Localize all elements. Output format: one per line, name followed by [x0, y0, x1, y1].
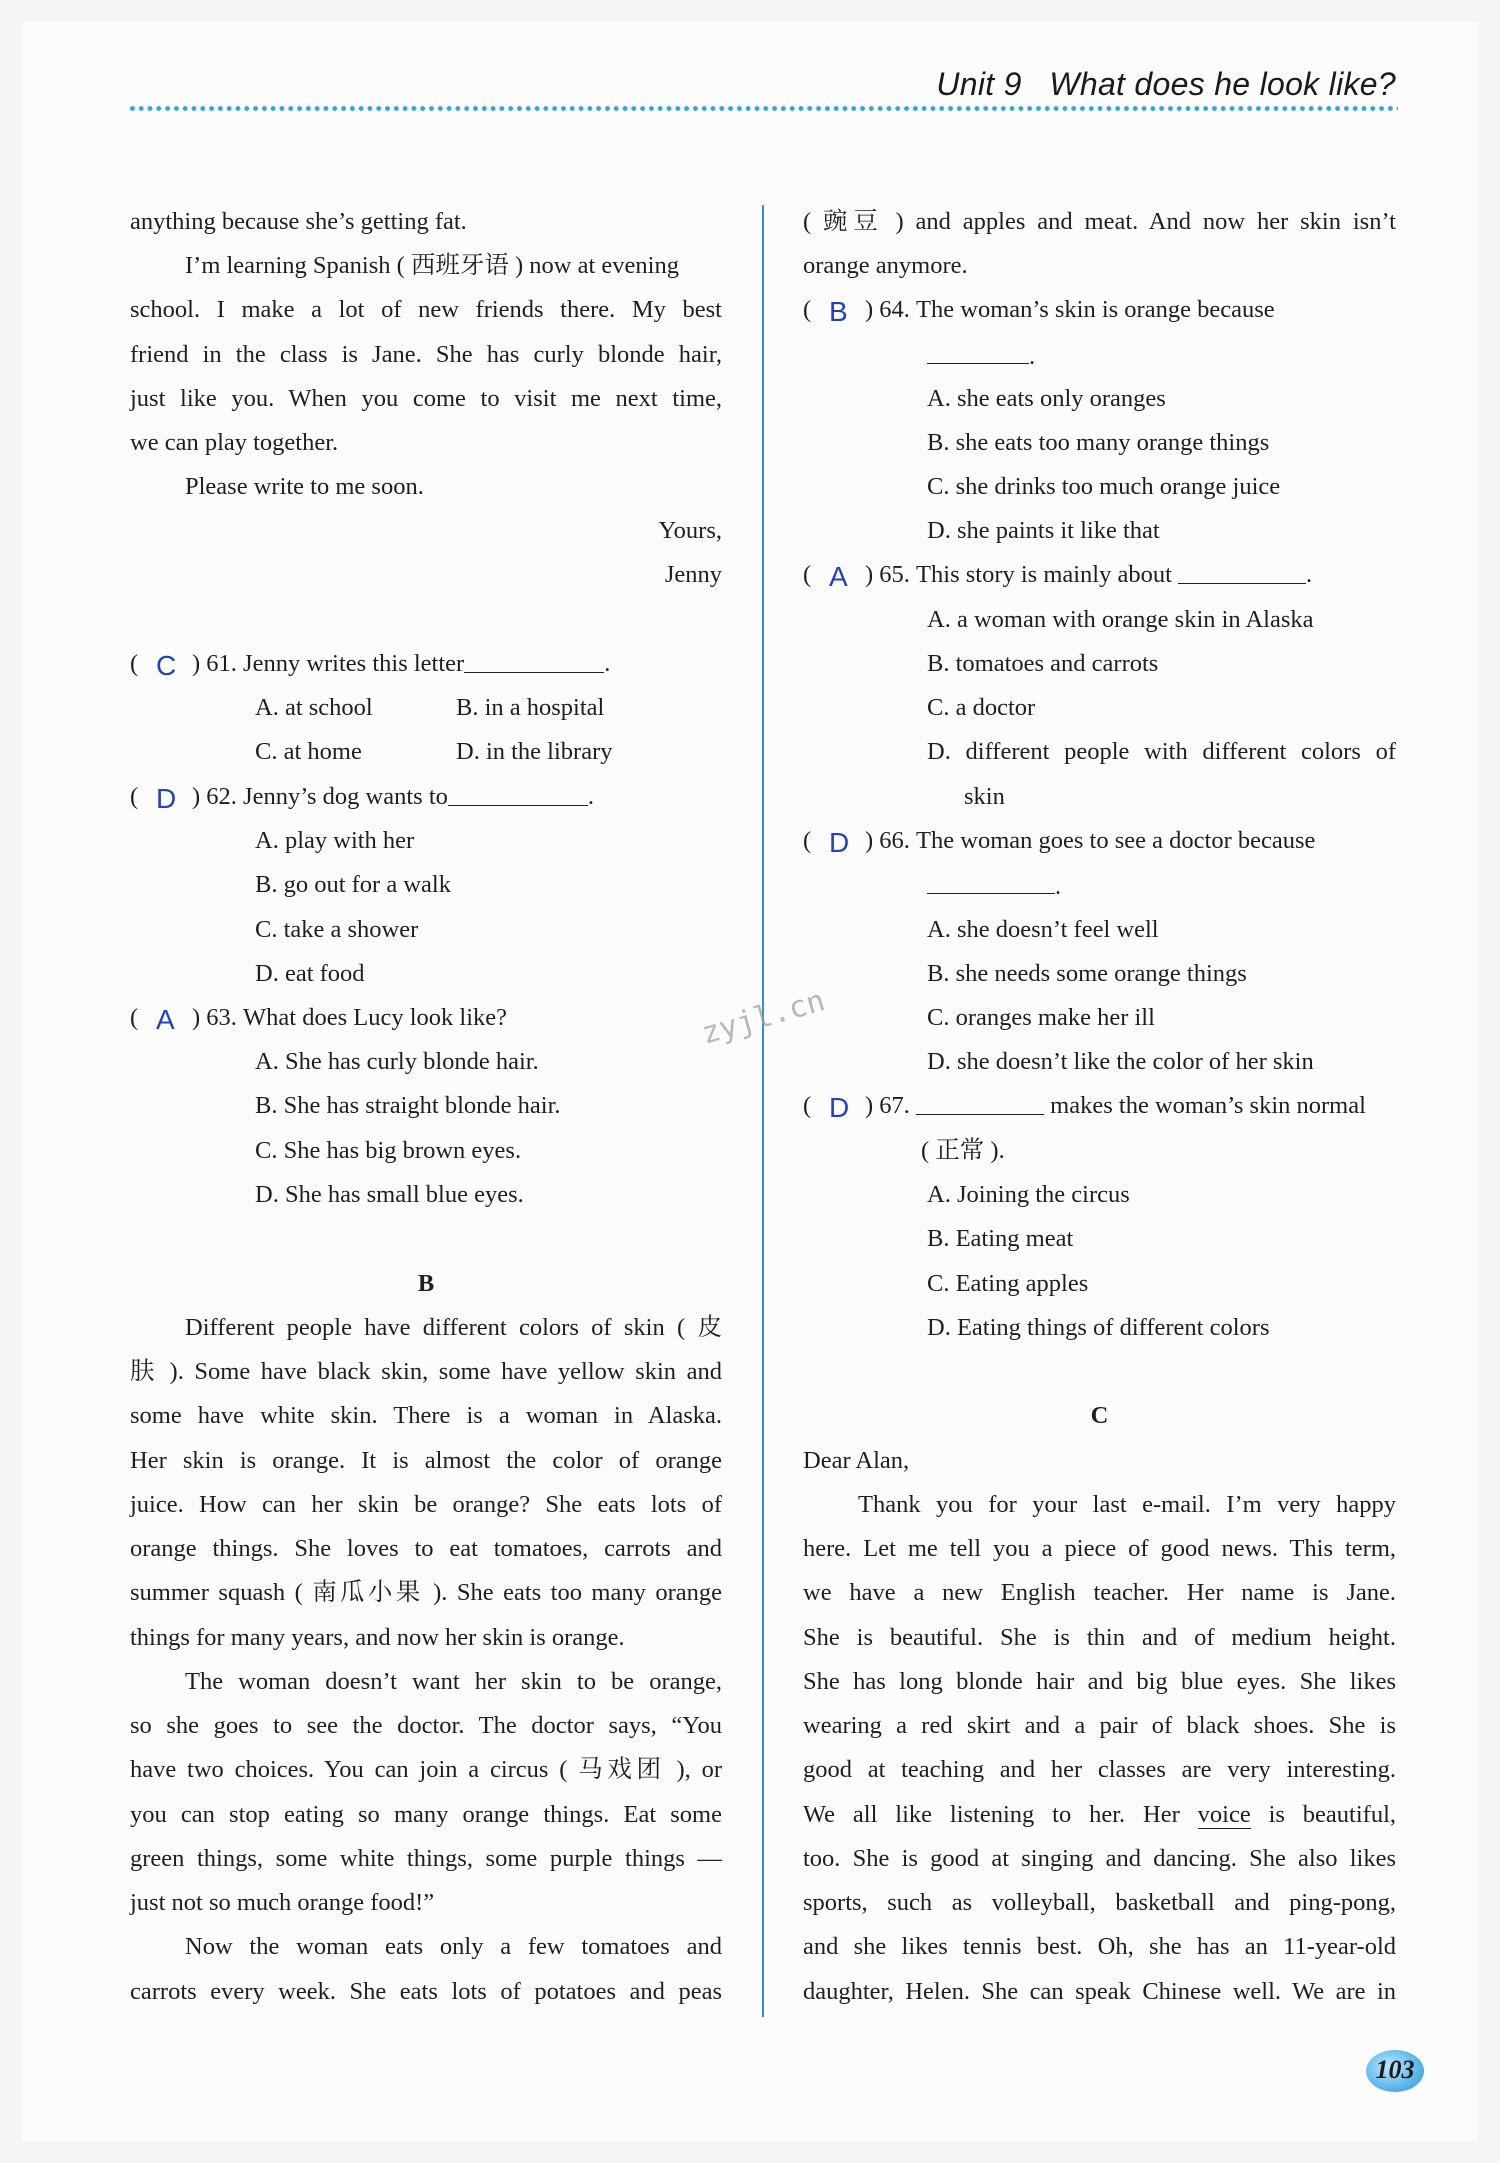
option: D. she doesn’t like the color of her skin — [927, 1048, 1314, 1075]
underlined-word: voice — [1197, 1801, 1251, 1828]
question-number: ) 66. — [865, 827, 910, 854]
answer-bracket: ( A — [130, 996, 192, 1040]
question-number: ) 63. — [192, 1004, 237, 1031]
text-line: orange things. She loves to eat tomatoes, carrots and — [130, 1535, 722, 1562]
question-stem-continuation: ( 正常 ). — [921, 1137, 1005, 1164]
watermark: zyjl.cn — [697, 983, 829, 1052]
text-line: just not so much orange food!” — [130, 1889, 435, 1916]
option: B. tomatoes and carrots — [927, 650, 1159, 677]
option: D. She has small blue eyes. — [255, 1181, 524, 1208]
question-number: ) 65. — [865, 561, 910, 588]
question-number: ) 62. — [192, 783, 237, 810]
text-line: The woman doesn’t want her skin to be orange, — [185, 1668, 722, 1695]
question-67 — [803, 1084, 1396, 1128]
text-line: good at teaching and her classes are very interesting. — [803, 1756, 1396, 1783]
option: B. she eats too many orange things — [927, 429, 1270, 456]
option: C. oranges make her ill — [927, 1004, 1155, 1031]
option: D. eat food — [255, 960, 365, 987]
text-line: we can play together. — [130, 429, 339, 456]
text-line: Please write to me soon. — [185, 473, 424, 500]
text-line: just like you. When you come to visit me next time, — [130, 385, 722, 412]
answer-blank-line: . — [927, 863, 1061, 907]
answer-blank — [916, 1084, 1044, 1115]
option: A. she eats only oranges — [927, 385, 1166, 412]
answer-blank-line: . — [927, 333, 1035, 377]
answer-mark: D — [156, 783, 177, 814]
question-stem: makes the woman’s skin normal — [1050, 1092, 1366, 1119]
option: A. play with her — [255, 827, 415, 854]
question-61: ( C ) 61. Jenny writes this letter . — [130, 642, 722, 686]
answer-bracket: ( D — [803, 819, 865, 863]
option: C. she drinks too much orange juice — [927, 473, 1281, 500]
option: D. different people with different colors of — [927, 738, 1396, 765]
question-64 — [803, 288, 1396, 332]
text-line: some have white skin. There is a woman in Alaska. — [130, 1402, 722, 1429]
option: D. Eating things of different colors — [927, 1314, 1270, 1341]
letter-signature: Jenny — [664, 561, 722, 588]
question-stem: The woman goes to see a doctor because — [916, 827, 1316, 854]
option: A. She has curly blonde hair. — [255, 1048, 539, 1075]
answer-mark: C — [156, 650, 177, 681]
section-heading-b: B — [417, 1270, 435, 1297]
text-line: anything because she’s getting fat. — [130, 208, 467, 235]
question-65: ( A ) 65. This story is mainly about . — [803, 553, 1396, 597]
option: D. she paints it like that — [927, 517, 1160, 544]
answer-mark: D — [829, 827, 850, 858]
question-stem: What does Lucy look like? — [243, 1004, 508, 1031]
header-dotted-rule — [128, 106, 1398, 111]
text-line: green things, some white things, some purple things — — [130, 1845, 722, 1872]
text-line: Different people have different colors of skin ( 皮 — [185, 1314, 722, 1341]
page-number: 103 — [1366, 2050, 1424, 2092]
option: B. Eating meat — [927, 1225, 1074, 1252]
answer-blank — [464, 642, 604, 673]
option: D. in the library — [456, 738, 613, 765]
column-divider — [762, 205, 764, 2017]
option: B. she needs some orange things — [927, 960, 1247, 987]
answer-blank — [1178, 553, 1306, 584]
text-line: Thank you for your last e-mail. I’m very happy — [858, 1491, 1396, 1518]
answer-bracket: ( D — [130, 775, 192, 819]
question-number: ) 64. — [865, 296, 910, 323]
answer-blank — [448, 775, 588, 806]
text-line: We all like listening to her. Her voice is beautiful, — [803, 1801, 1397, 1828]
answer-bracket: ( B — [803, 288, 865, 332]
text-line: so she goes to see the doctor. The doctor says, “You — [130, 1712, 722, 1739]
letter-closing: Yours, — [658, 517, 722, 544]
text-line: too. She is good at singing and dancing. She also likes — [803, 1845, 1396, 1872]
option: A. a woman with orange skin in Alaska — [927, 606, 1314, 633]
answer-mark: B — [829, 296, 848, 327]
answer-bracket: ( D — [803, 1084, 865, 1128]
option: B. go out for a walk — [255, 871, 451, 898]
text-line: I’m learning Spanish ( 西班牙语 ) now at evening — [185, 252, 679, 279]
option: C. at home — [255, 738, 362, 765]
text-line: Now the woman eats only a few tomatoes and — [185, 1933, 722, 1960]
text-line: daughter, Helen. She can speak Chinese well. We are in — [803, 1978, 1396, 2005]
option: C. take a shower — [255, 916, 419, 943]
section-heading-c: C — [1090, 1402, 1109, 1429]
answer-mark: D — [829, 1092, 850, 1123]
text-line: things for many years, and now her skin is orange. — [130, 1624, 625, 1651]
option: A. Joining the circus — [927, 1181, 1130, 1208]
answer-bracket: ( A — [803, 553, 865, 597]
text-line: sports, such as volleyball, basketball and ping-pong, — [803, 1889, 1396, 1916]
question-stem: The woman’s skin is orange because — [916, 296, 1275, 323]
option: A. at school — [255, 694, 373, 721]
unit-title: Unit 9 What does he look like? — [936, 66, 1396, 102]
option: C. Eating apples — [927, 1270, 1089, 1297]
text-line: here. Let me tell you a piece of good news. This term, — [803, 1535, 1396, 1562]
question-stem: Jenny’s dog wants to — [243, 783, 448, 810]
text-line: Her skin is orange. It is almost the color of orange — [130, 1447, 722, 1474]
option-continuation: skin — [964, 783, 1005, 810]
question-stem: This story is mainly about — [916, 561, 1172, 588]
text-line: carrots every week. She eats lots of potatoes and peas — [130, 1978, 722, 2005]
text-line: orange anymore. — [803, 252, 968, 279]
text-line: ( 豌豆 ) and apples and meat. And now her skin isn’t — [803, 208, 1396, 235]
question-63 — [130, 996, 722, 1040]
text-line: we have a new English teacher. Her name is Jane. — [803, 1579, 1396, 1606]
text-line: juice. How can her skin be orange? She eats lots of — [130, 1491, 722, 1518]
text-line: and she likes tennis best. Oh, she has an 11-year-old — [803, 1933, 1396, 1960]
text-line: school. I make a lot of new friends there. My best — [130, 296, 722, 323]
question-number: ) 61. — [192, 650, 237, 677]
text-line: wearing a red skirt and a pair of black shoes. She is — [803, 1712, 1396, 1739]
letter-salutation: Dear Alan, — [803, 1447, 910, 1474]
text-line: She has long blonde hair and big blue eyes. She likes — [803, 1668, 1396, 1695]
question-number: ) 67. — [865, 1092, 910, 1119]
option: A. she doesn’t feel well — [927, 916, 1159, 943]
option: C. She has big brown eyes. — [255, 1137, 522, 1164]
option: B. in a hospital — [456, 694, 605, 721]
answer-mark: A — [156, 1004, 175, 1035]
question-stem: Jenny writes this letter — [243, 650, 465, 677]
option: B. She has straight blonde hair. — [255, 1092, 561, 1119]
text-line: friend in the class is Jane. She has curly blonde hair, — [130, 341, 722, 368]
question-62: ( D ) 62. Jenny’s dog wants to . — [130, 775, 722, 819]
text-line: She is beautiful. She is thin and of medium height. — [803, 1624, 1396, 1651]
text-line: 肤 ). Some have black skin, some have yellow skin and — [130, 1358, 722, 1385]
answer-mark: A — [829, 561, 848, 592]
answer-bracket: ( C — [130, 642, 192, 686]
question-66 — [803, 819, 1396, 863]
text-line: you can stop eating so many orange things. Eat some — [130, 1801, 722, 1828]
text-line: have two choices. You can join a circus ( 马戏团 ), or — [130, 1756, 722, 1783]
text-line: summer squash ( 南瓜小果 ). She eats too many orange — [130, 1579, 722, 1606]
option: C. a doctor — [927, 694, 1036, 721]
